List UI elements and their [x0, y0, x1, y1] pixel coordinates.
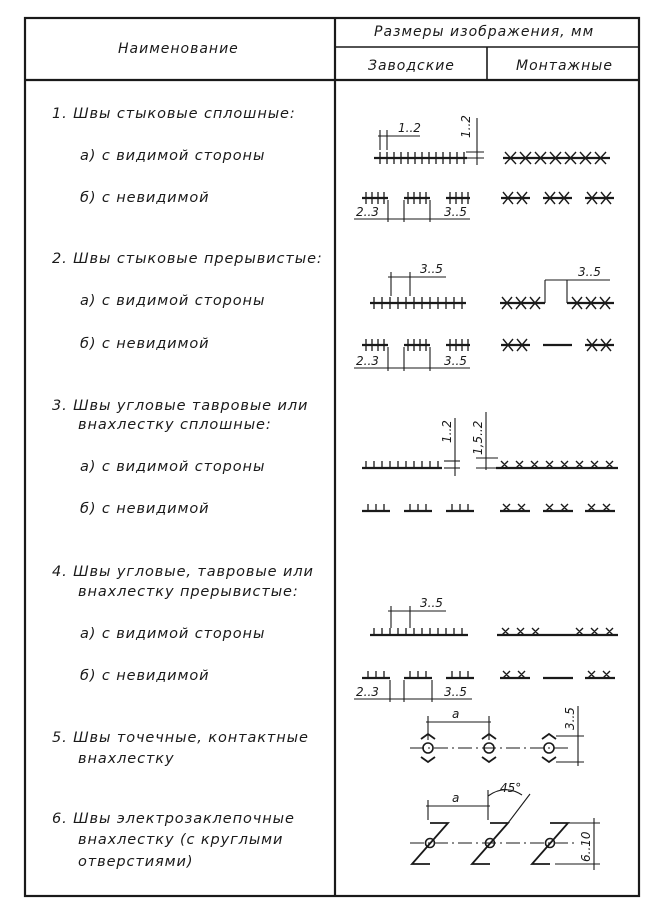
row2-factory-hidden-symbol: [354, 339, 470, 371]
table-grid: [25, 18, 639, 896]
row2-title: 2. Швы стыковые прерывистые:: [52, 251, 323, 267]
row2-mounting-visible-symbol: [500, 265, 614, 309]
header-name: Наименование: [118, 41, 239, 57]
row4-factory-visible-symbol: [370, 596, 468, 635]
row4-dim-length: 3..5: [444, 685, 467, 699]
row1-dim-height: 1..2: [459, 115, 473, 138]
row2-b: б) с невидимой: [80, 336, 210, 352]
row2-dim-length-mounting: 3..5: [578, 265, 601, 279]
row4-title-line2: внахлестку прерывистые:: [78, 584, 299, 600]
row6-rivet-weld-symbol: [410, 781, 600, 870]
row3-mounting-visible-symbol: [471, 412, 618, 470]
row3-dim-factory: 1..2: [440, 420, 454, 443]
row2-dim-length-factory: 3..5: [420, 262, 443, 276]
row3-factory-hidden-symbol: [362, 504, 474, 511]
row6-title-line1: 6. Швы электрозаклепочные: [52, 811, 295, 827]
weld-symbols: [354, 115, 618, 870]
row3-b: б) с невидимой: [80, 501, 210, 517]
row6-title-line2: внахлестку (с круглыми: [78, 832, 284, 848]
row5-dim-size: 3..5: [563, 707, 577, 730]
row1-dim-gap: 2..3: [356, 205, 379, 219]
row6-dim-size: 6..10: [579, 831, 593, 862]
row5-spot-weld-symbol: [410, 706, 584, 766]
row1-dim-pitch: 1..2: [398, 121, 421, 135]
row2-dim-gap: 2..3: [356, 354, 379, 368]
row1-title: 1. Швы стыковые сплошные:: [52, 106, 296, 122]
row4-mounting-visible-symbol: [497, 628, 618, 635]
row1-b: б) с невидимой: [80, 190, 210, 206]
header-factory: Заводские: [368, 58, 455, 74]
row4-factory-hidden-symbol: [354, 671, 474, 702]
row3-mounting-hidden-symbol: [500, 504, 615, 511]
row6-dim-angle: 45°: [500, 781, 522, 795]
row1-dim-length: 3..5: [444, 205, 467, 219]
row5-title-line2: внахлестку: [78, 751, 175, 767]
row2-factory-visible-symbol: [370, 262, 466, 309]
row4-mounting-hidden-symbol: [500, 671, 615, 678]
row3-a: а) с видимой стороны: [80, 459, 266, 475]
row1-factory-hidden-symbol: [354, 192, 470, 222]
row5-title-line1: 5. Швы точечные, контактные: [52, 730, 309, 746]
header-mounting: Монтажные: [516, 58, 613, 74]
row3-title-line1: 3. Швы угловые тавровые или: [52, 398, 309, 414]
row1-a: а) с видимой стороны: [80, 148, 266, 164]
row6-title-line3: отверстиями): [78, 854, 194, 870]
row1-factory-visible-symbol: [374, 115, 484, 165]
row2-dim-length: 3..5: [444, 354, 467, 368]
row4-a: а) с видимой стороны: [80, 626, 266, 642]
row3-factory-visible-symbol: [362, 418, 460, 476]
row4-b: б) с невидимой: [80, 668, 210, 684]
row3-dim-mounting: 1,5..2: [471, 420, 485, 455]
row4-dim-gap: 2..3: [356, 685, 379, 699]
row5-dim-pitch: a: [452, 707, 460, 721]
row1-mounting-visible-symbol: [503, 152, 610, 164]
row4-title-line1: 4. Швы угловые, тавровые или: [52, 564, 314, 580]
row1-mounting-hidden-symbol: [501, 192, 614, 204]
row6-dim-pitch: a: [452, 791, 460, 805]
row2-a: а) с видимой стороны: [80, 293, 266, 309]
row2-mounting-hidden-symbol: [501, 339, 614, 351]
header-sizes: Размеры изображения, мм: [374, 24, 595, 40]
row4-dim-factory: 3..5: [420, 596, 443, 610]
row3-title-line2: внахлестку сплошные:: [78, 417, 272, 433]
